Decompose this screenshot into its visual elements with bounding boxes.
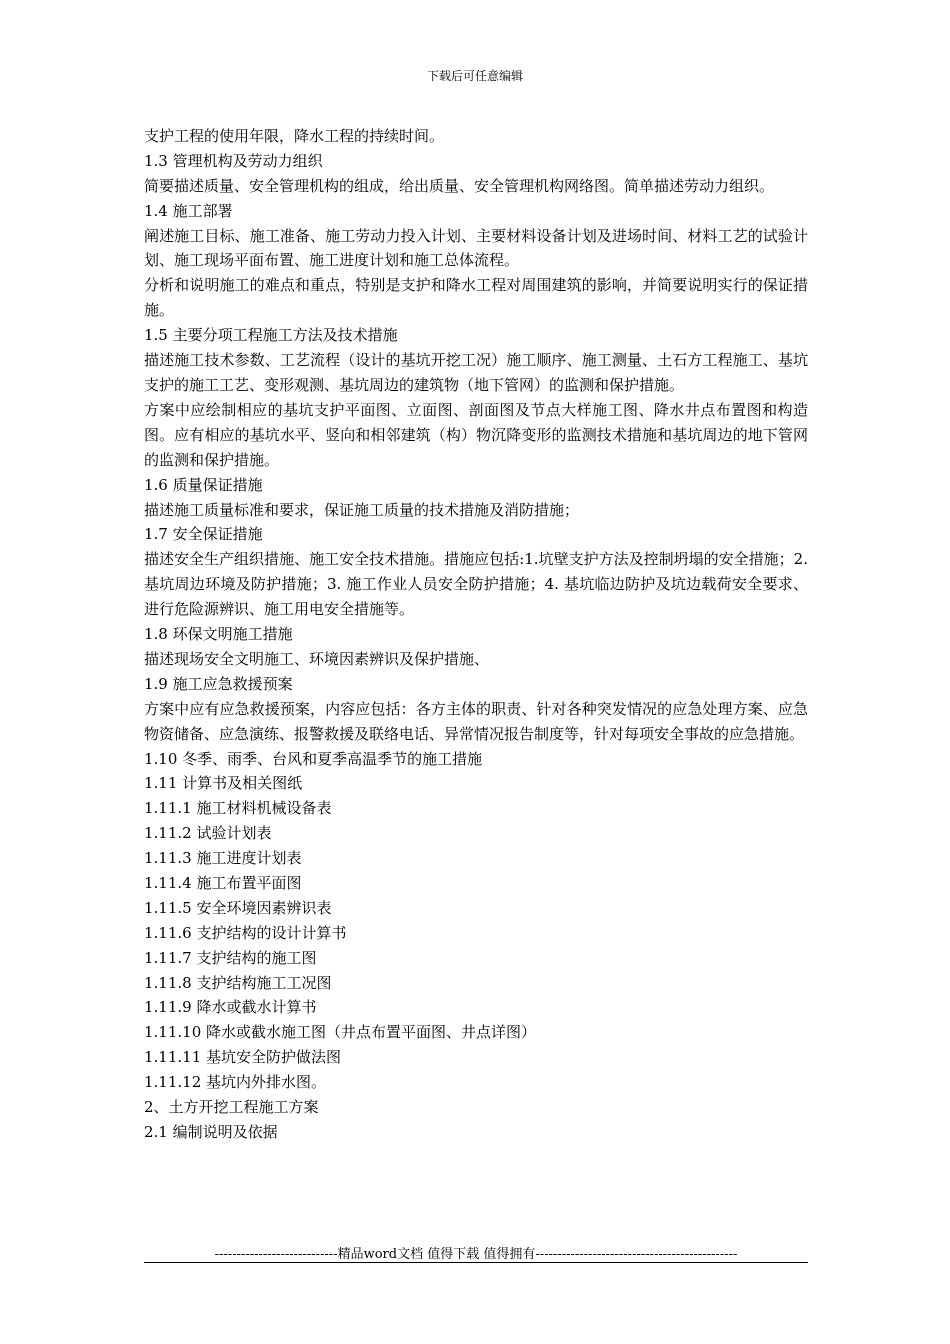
body-paragraph: 方案中应有应急救援预案，内容应包括：各方主体的职责、针对各种突发情况的应急处理方案、应急物资储备、应急演练、报警救援及联络电话、异常情况报告制度等，针对每项安全事故的应急措施。 [144,699,808,743]
section-heading: 1.11.8 支护结构施工工况图 [144,973,332,992]
section-heading: 1.11.11 基坑安全防护做法图 [144,1048,342,1067]
section-heading: 1.11.12 基坑内外排水图。 [144,1073,327,1092]
section-heading: 1.11.5 安全环境因素辨识表 [144,898,332,917]
section-heading: 1.11.9 降水或截水计算书 [144,998,317,1017]
section-heading: 1.7 安全保证措施 [144,525,263,544]
section-heading: 1.5 主要分项工程施工方法及技术措施 [144,326,398,345]
body-paragraph: 支护工程的使用年限，降水工程的持续时间。 [144,127,445,145]
section-heading: 1.11.2 试验计划表 [144,824,272,843]
body-paragraph: 分析和说明施工的难点和重点，特别是支护和降水工程对周围建筑的影响，并简要说明实行的保证措施。 [144,276,808,320]
section-heading: 2.1 编制说明及依据 [144,1122,278,1141]
document-body [144,124,808,1145]
section-heading: 1.6 质量保证措施 [144,475,263,494]
body-paragraph: 描述施工技术参数、工艺流程（设计的基坑开挖工况）施工顺序、施工测量、土石方工程施工、基坑支护的施工工艺、变形观测、基坑周边的建筑物（地下管网）的监测和保护措施。 [144,351,808,394]
body-paragraph: 描述施工质量标准和要求，保证施工质量的技术措施及消防措施； [144,500,580,519]
body-paragraph: 描述现场安全文明施工、环境因素辨识及保护措施、 [144,649,490,668]
section-heading: 1.11.6 支护结构的设计计算书 [144,923,347,942]
section-heading: 1.11 计算书及相关图纸 [144,774,303,793]
section-heading: 1.3 管理机构及劳动力组织 [144,151,323,170]
section-heading: 1.11.1 施工材料机械设备表 [144,799,332,818]
section-heading: 1.8 环保文明施工措施 [144,625,293,644]
section-heading: 1.4 施工部署 [144,201,233,220]
section-heading: 1.11.3 施工进度计划表 [144,849,302,868]
page-header: 下载后可任意编辑 [426,69,523,83]
page-footer: ----------------------------精品word文档 值得下载 值得拥有---------------------------------------------- [214,1247,738,1262]
body-paragraph: 阐述施工目标、施工准备、施工劳动力投入计划、主要材料设备计划及进场时间、材料工艺的试验计划、施工现场平面布置、施工进度计划和施工总体流程。 [144,226,808,270]
body-paragraph: 方案中应绘制相应的基坑支护平面图、立面图、剖面图及节点大样施工图、降水井点布置图和构造图。应有相应的基坑水平、竖向和相邻建筑（构）物沉降变形的监测技术措施和基坑周边的地下管网的监测和保护措施。 [144,400,808,469]
section-heading: 1.11.4 施工布置平面图 [144,873,302,892]
section-heading: 1.11.10 降水或截水施工图（井点布置平面图、井点详图） [144,1023,537,1042]
footer-rule [144,1262,808,1263]
section-heading: 1.10 冬季、雨季、台风和夏季高温季节的施工措施 [144,749,483,768]
section-heading: 1.9 施工应急救援预案 [144,674,293,693]
body-paragraph: 简要描述质量、安全管理机构的组成，给出质量、安全管理机构网络图。简单描述劳动力组织。 [144,176,775,195]
body-paragraph: 描述安全生产组织措施、施工安全技术措施。措施应包括:1.坑壁支护方法及控制坍塌的安全措施；2. 基坑周边环境及防护措施；3. 施工作业人员安全防护措施；4. 基坑临边防护及坑边载荷安全要求、进行危险源辨识、施工用电安全措施等。 [144,550,808,619]
section-heading: 1.11.7 支护结构的施工图 [144,948,317,967]
section-heading: 2、土方开挖工程施工方案 [144,1097,319,1116]
